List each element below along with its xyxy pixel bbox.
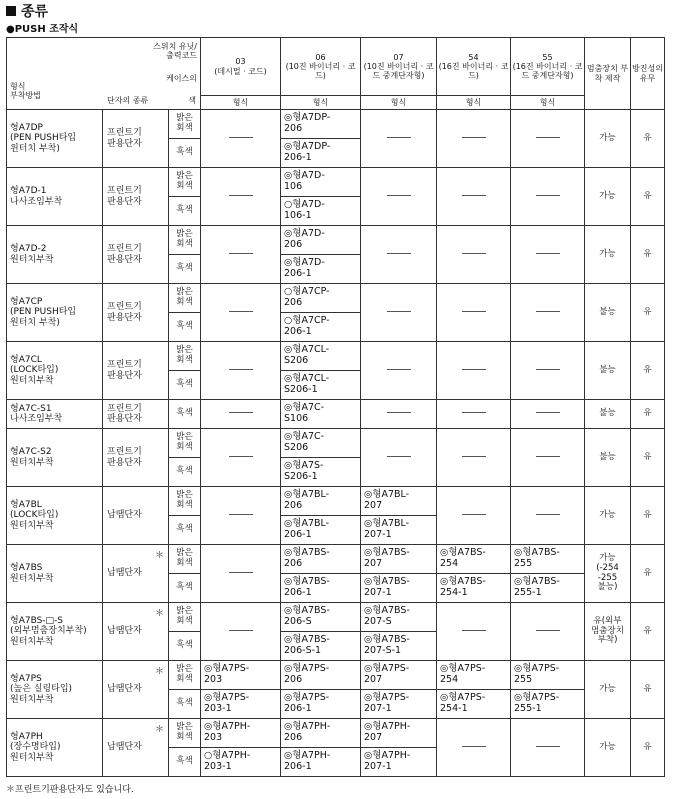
case-color-cell: 흑색 [169, 690, 201, 719]
dash-mark [229, 412, 253, 413]
not-available-cell [511, 429, 585, 487]
part-number-cell: ○형A7CP- 206 [281, 284, 361, 313]
not-available-cell [201, 110, 281, 168]
dustproof-cell: 유 [631, 545, 665, 603]
terminal-cell [103, 487, 169, 545]
not-available-cell [511, 400, 585, 429]
dash-mark [229, 630, 253, 631]
mount-frame-cell: 불능 [585, 400, 631, 429]
model-cell: 형A7CL (LOCK타입) 원터치부착 [7, 342, 103, 400]
dash-mark [229, 369, 253, 370]
dash-mark [387, 311, 411, 312]
terminal-text: 프린트기 판용단자 [107, 403, 142, 424]
square-bullet-icon [6, 6, 16, 16]
terminal-cell [103, 284, 169, 342]
table-header [7, 38, 665, 110]
model-cell: 형A7C-S2 원터치부착 [7, 429, 103, 487]
dash-mark [462, 514, 486, 515]
case-color-cell: 흑색 [169, 632, 201, 661]
table-row [7, 661, 665, 690]
dash-mark [462, 630, 486, 631]
case-color-cell: 밝은 회색 [169, 661, 201, 690]
model-cell: 형A7D-2 원터치부착 [7, 226, 103, 284]
dustproof-cell: 유 [631, 719, 665, 777]
part-number-cell: ○형A7D- 106-1 [281, 197, 361, 226]
case-color-cell: 밝은 회색 [169, 342, 201, 371]
part-number-cell: ◎형A7BL- 206 [281, 487, 361, 516]
part-number-cell: ◎형A7PH- 207-1 [361, 748, 437, 777]
header-color-label: 색 [188, 96, 197, 105]
terminal-text: 프린트기 판용단자 [107, 447, 142, 468]
model-cell: 형A7C-S1 나사조임부착 [7, 400, 103, 429]
dash-mark [536, 369, 560, 370]
not-available-cell [511, 342, 585, 400]
dash-mark [229, 195, 253, 196]
terminal-text: 프린트기 판용단자 [107, 244, 142, 265]
terminal-cell [103, 603, 169, 661]
header-dustproof: 방진성의 유무 [631, 38, 665, 110]
dash-mark [536, 746, 560, 747]
dustproof-cell: 유 [631, 226, 665, 284]
not-available-cell [201, 487, 281, 545]
terminal-text: 프린트기 판용단자 [107, 186, 142, 207]
case-color-cell: 밝은 회색 [169, 719, 201, 748]
case-color-cell: 밝은 회색 [169, 110, 201, 139]
part-number-cell: ◎형A7BL- 206-1 [281, 516, 361, 545]
not-available-cell [201, 168, 281, 226]
case-color-cell: 흑색 [169, 197, 201, 226]
case-color-cell: 밝은 회색 [169, 226, 201, 255]
dash-mark [387, 412, 411, 413]
dash-mark [387, 137, 411, 138]
dustproof-cell: 유 [631, 168, 665, 226]
case-color-cell: 밝은 회색 [169, 168, 201, 197]
case-color-cell: 흑색 [169, 400, 201, 429]
dustproof-cell: 유 [631, 429, 665, 487]
dash-mark [387, 253, 411, 254]
case-color-cell: 흑색 [169, 139, 201, 168]
dash-mark [387, 195, 411, 196]
case-color-cell: 밝은 회색 [169, 284, 201, 313]
terminal-text: 프린트기 판용단자 [107, 302, 142, 323]
part-number-cell: ◎형A7PS- 203-1 [201, 690, 281, 719]
not-available-cell [361, 284, 437, 342]
header-type-cell [7, 38, 201, 110]
not-available-cell [511, 719, 585, 777]
case-color-cell: 밝은 회색 [169, 545, 201, 574]
mount-frame-cell: 가능 [585, 226, 631, 284]
header-shape-55: 형식 [511, 96, 585, 110]
part-number-cell: ◎형A7BS- 207-S-1 [361, 632, 437, 661]
part-number-cell: ◎형A7PS- 207-1 [361, 690, 437, 719]
part-number-cell: ◎형A7BS- 207 [361, 545, 437, 574]
terminal-cell [103, 226, 169, 284]
asterisk-mark: ＊ [154, 667, 164, 677]
case-color-cell: 밝은 회색 [169, 429, 201, 458]
part-number-cell: ◎형A7BS- 255 [511, 545, 585, 574]
case-color-cell: 흑색 [169, 313, 201, 342]
part-number-cell: ◎형A7PH- 203 [201, 719, 281, 748]
table-row [7, 603, 665, 632]
dash-mark [462, 137, 486, 138]
header-code-06: 06 (10진 바이너리 · 코드) [281, 38, 361, 96]
dash-mark [536, 195, 560, 196]
case-color-cell: 밝은 회색 [169, 487, 201, 516]
terminal-cell [103, 661, 169, 719]
case-color-cell: 흑색 [169, 255, 201, 284]
part-number-cell: ◎형A7BS- 207-1 [361, 574, 437, 603]
dash-mark [536, 630, 560, 631]
dash-mark [387, 369, 411, 370]
table-row [7, 284, 665, 313]
product-type-table [6, 37, 665, 777]
dash-mark [462, 412, 486, 413]
part-number-cell: ◎형A7BS- 255-1 [511, 574, 585, 603]
section-subtitle: ●PUSH 조작식 [6, 24, 79, 35]
part-number-cell: ◎형A7BS- 207-S [361, 603, 437, 632]
part-number-cell: ◎형A7PH- 206 [281, 719, 361, 748]
mount-frame-cell: 가능 [585, 168, 631, 226]
table-row [7, 168, 665, 197]
table-body [7, 110, 665, 777]
not-available-cell [511, 487, 585, 545]
not-available-cell [511, 168, 585, 226]
terminal-cell [103, 719, 169, 777]
not-available-cell [201, 342, 281, 400]
mount-frame-cell: 가능 [585, 661, 631, 719]
dash-mark [536, 412, 560, 413]
part-number-cell: ◎형A7BS- 206-S [281, 603, 361, 632]
model-cell: 형A7PH (장수명타입) 원터치부착 [7, 719, 103, 777]
not-available-cell [201, 226, 281, 284]
table-row [7, 719, 665, 748]
not-available-cell [361, 400, 437, 429]
not-available-cell [201, 429, 281, 487]
part-number-cell: ◎형A7PS- 255-1 [511, 690, 585, 719]
terminal-cell [103, 400, 169, 429]
dash-mark [536, 253, 560, 254]
part-number-cell: ◎형A7PS- 206 [281, 661, 361, 690]
section-title-text: 종류 [21, 4, 49, 20]
part-number-cell: ○형A7PH- 203-1 [201, 748, 281, 777]
table-row [7, 342, 665, 371]
part-number-cell: ○형A7CP- 206-1 [281, 313, 361, 342]
not-available-cell [511, 226, 585, 284]
not-available-cell [437, 226, 511, 284]
header-shape-07: 형식 [361, 96, 437, 110]
not-available-cell [361, 226, 437, 284]
section-title [6, 1, 48, 21]
header-shape-54: 형식 [437, 96, 511, 110]
not-available-cell [361, 110, 437, 168]
dash-mark [229, 137, 253, 138]
mount-frame-cell: 불능 [585, 429, 631, 487]
dash-mark [387, 456, 411, 457]
dustproof-cell: 유 [631, 110, 665, 168]
header-code-55: 55 (16진 바이너리 · 코드 중계단자형) [511, 38, 585, 96]
not-available-cell [361, 168, 437, 226]
asterisk-mark: ＊ [154, 609, 164, 619]
dustproof-cell: 유 [631, 487, 665, 545]
not-available-cell [437, 719, 511, 777]
part-number-cell: ◎형A7D- 206-1 [281, 255, 361, 284]
dash-mark [462, 195, 486, 196]
model-cell: 형A7BS-□-S (외부멈춤장치부착) 원터치부착 [7, 603, 103, 661]
part-number-cell: ◎형A7BS- 206-S-1 [281, 632, 361, 661]
terminal-text: 납땜단자 [107, 626, 142, 637]
dash-mark [536, 311, 560, 312]
case-color-cell: 흑색 [169, 748, 201, 777]
header-mount-frame: 멈춤장치 부착 제작 [585, 38, 631, 110]
mount-frame-cell: 불능 [585, 342, 631, 400]
table-row [7, 487, 665, 516]
model-cell: 형A7BS 원터치부착 [7, 545, 103, 603]
not-available-cell [437, 284, 511, 342]
case-color-cell: 흑색 [169, 458, 201, 487]
not-available-cell [201, 284, 281, 342]
mount-frame-cell: 유(외부 멈춤장치 부착) [585, 603, 631, 661]
case-color-cell: 밝은 회색 [169, 603, 201, 632]
part-number-cell: ◎형A7C- S206 [281, 429, 361, 458]
terminal-cell [103, 545, 169, 603]
dash-mark [536, 137, 560, 138]
asterisk-mark: ＊ [154, 725, 164, 735]
part-number-cell: ◎형A7PS- 254-1 [437, 690, 511, 719]
dash-mark [229, 311, 253, 312]
part-number-cell: ◎형A7D- 206 [281, 226, 361, 255]
header-switch-unit: 스위치 유닛/ 출력코드 [153, 42, 198, 61]
mount-frame-cell: 가능 [585, 719, 631, 777]
dash-mark [462, 253, 486, 254]
model-cell: 형A7D-1 나사조임부착 [7, 168, 103, 226]
part-number-cell: ◎형A7BL- 207 [361, 487, 437, 516]
part-number-cell: ◎형A7PS- 203 [201, 661, 281, 690]
terminal-text: 프린트기 판용단자 [107, 360, 142, 381]
model-cell: 형A7PS (높은 실링타입) 원터치부착 [7, 661, 103, 719]
not-available-cell [437, 487, 511, 545]
dash-mark [229, 514, 253, 515]
terminal-text: 납땜단자 [107, 684, 142, 695]
dash-mark [536, 456, 560, 457]
terminal-text: 납땜단자 [107, 510, 142, 521]
part-number-cell: ◎형A7PS- 206-1 [281, 690, 361, 719]
part-number-cell: ◎형A7PH- 206-1 [281, 748, 361, 777]
not-available-cell [437, 603, 511, 661]
mount-frame-cell: 가능 (-254 -255 불능) [585, 545, 631, 603]
terminal-cell [103, 110, 169, 168]
part-number-cell: ◎형A7BS- 206 [281, 545, 361, 574]
part-number-cell: ◎형A7BS- 254 [437, 545, 511, 574]
part-number-cell: ◎형A7CL- S206 [281, 342, 361, 371]
dash-mark [229, 456, 253, 457]
part-number-cell: ◎형A7PH- 207 [361, 719, 437, 748]
model-cell: 형A7DP (PEN PUSH타입 윈터치 부착) [7, 110, 103, 168]
dustproof-cell: 유 [631, 284, 665, 342]
dash-mark [229, 572, 253, 573]
dash-mark [462, 369, 486, 370]
header-shape-03: 형식 [201, 96, 281, 110]
part-number-cell: ◎형A7DP- 206-1 [281, 139, 361, 168]
part-number-cell: ◎형A7D- 106 [281, 168, 361, 197]
asterisk-mark: ＊ [154, 551, 164, 561]
table-row [7, 400, 665, 429]
not-available-cell [201, 545, 281, 603]
terminal-cell [103, 429, 169, 487]
dash-mark [536, 514, 560, 515]
dash-mark [462, 456, 486, 457]
part-number-cell: ◎형A7BS- 206-1 [281, 574, 361, 603]
table-row [7, 429, 665, 458]
mount-frame-cell: 불능 [585, 284, 631, 342]
not-available-cell [511, 603, 585, 661]
part-number-cell: ◎형A7CL- S206-1 [281, 371, 361, 400]
dash-mark [462, 746, 486, 747]
dustproof-cell: 유 [631, 603, 665, 661]
header-code-54: 54 (16진 바이너리 · 코드) [437, 38, 511, 96]
table-row [7, 226, 665, 255]
header-code-07: 07 (10진 바이너리 · 코드 중계단자형) [361, 38, 437, 96]
part-number-cell: ◎형A7BL- 207-1 [361, 516, 437, 545]
table-row [7, 545, 665, 574]
terminal-text: 납땜단자 [107, 568, 142, 579]
part-number-cell: ◎형A7S- S206-1 [281, 458, 361, 487]
part-number-cell: ◎형A7DP- 206 [281, 110, 361, 139]
case-color-cell: 흑색 [169, 516, 201, 545]
model-cell: 형A7BL (LOCK타입) 원터치부착 [7, 487, 103, 545]
terminal-text: 납땜단자 [107, 742, 142, 753]
terminal-cell [103, 342, 169, 400]
not-available-cell [361, 429, 437, 487]
header-type-label: 형식 부착방법 [10, 82, 41, 101]
header-code-03: 03 (데시멀 · 코드) [201, 38, 281, 96]
not-available-cell [437, 400, 511, 429]
not-available-cell [201, 603, 281, 661]
case-color-cell: 흑색 [169, 574, 201, 603]
dustproof-cell: 유 [631, 400, 665, 429]
dash-mark [229, 253, 253, 254]
terminal-cell [103, 168, 169, 226]
footnote: ＊프린트기판용단자도 있습니다. [6, 785, 134, 795]
table-row [7, 110, 665, 139]
model-cell: 형A7CP (PEN PUSH타입 원터치 부착) [7, 284, 103, 342]
mount-frame-cell: 가능 [585, 487, 631, 545]
part-number-cell: ◎형A7BS- 254-1 [437, 574, 511, 603]
part-number-cell: ◎형A7PS- 254 [437, 661, 511, 690]
part-number-cell: ◎형A7C- S106 [281, 400, 361, 429]
dustproof-cell: 유 [631, 661, 665, 719]
dustproof-cell: 유 [631, 342, 665, 400]
part-number-cell: ◎형A7PS- 207 [361, 661, 437, 690]
dash-mark [462, 311, 486, 312]
not-available-cell [437, 342, 511, 400]
header-terminal-kind: 단자의 종류 [107, 96, 149, 105]
not-available-cell [511, 110, 585, 168]
not-available-cell [201, 400, 281, 429]
case-color-cell: 흑색 [169, 371, 201, 400]
part-number-cell: ◎형A7PS- 255 [511, 661, 585, 690]
terminal-text: 프린트기 판용단자 [107, 128, 142, 149]
header-shape-06: 형식 [281, 96, 361, 110]
not-available-cell [511, 284, 585, 342]
not-available-cell [437, 168, 511, 226]
not-available-cell [361, 342, 437, 400]
not-available-cell [437, 110, 511, 168]
mount-frame-cell: 가능 [585, 110, 631, 168]
not-available-cell [437, 429, 511, 487]
header-case-label: 케이스의 [166, 74, 198, 83]
